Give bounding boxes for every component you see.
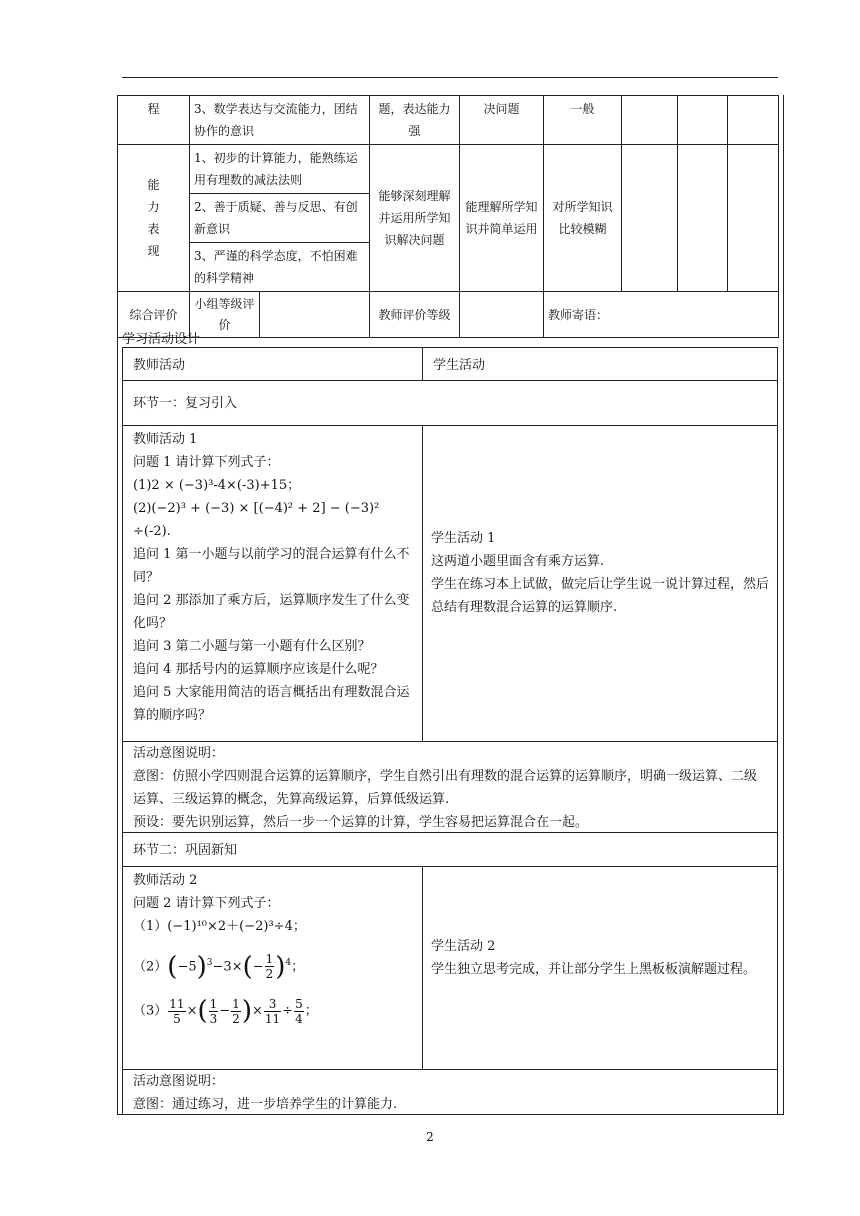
- step1-title: 环节一：复习引入: [122, 380, 778, 426]
- teacher-eval-label: 教师评价等级: [370, 292, 460, 338]
- exercise-3: （3） $\frac{11}{5}$ ×( $\frac{1}{3}$ − $\frac{1}{2}$ )× $\frac{3}{11}$ ÷ $\frac{5}{4}$ ；: [133, 996, 318, 1027]
- ability-item-3: 3、严谨的科学态度，不怕困难的科学精神: [194, 249, 358, 285]
- step1-preset-text: 预设：要先识别运算，然后一步一个运算的计算，学生容易把运算混合在一起。: [133, 815, 589, 830]
- teacher-comment-label: 教师寄语：: [544, 292, 779, 338]
- exercise-2: $(2)(-5)^3-3\times(-$ $\frac{1}{2}$ )$^4$；: [133, 951, 305, 982]
- step2-student-line-1: 学生独立思考完成，并让部分学生上黑板板演解题过程。: [431, 962, 757, 977]
- page-number: 2: [426, 1130, 434, 1144]
- process-level-a: 题，表达能力强: [370, 96, 460, 145]
- step1-intent-text: 意图：仿照小学四则混合运算的运算顺序，学生自然引出有理数的混合运算的运算顺序，明确一级运算、二级运算、三级运算的概念，先算高级运算，后算低级运算.: [133, 769, 758, 807]
- row-label-ability: 能 力 表 现: [118, 145, 190, 292]
- step2-student-cell: [422, 866, 778, 1070]
- step1-intent-title: 活动意图说明：: [133, 746, 225, 761]
- follow-up-2: 追问 2 那添加了乘方后，运算顺序发生了什么变化吗？: [133, 593, 410, 631]
- step1-teacher-cell: [122, 425, 423, 742]
- follow-up-1: 追问 1 第一小题与以前学习的混合运算有什么不同？: [133, 547, 410, 585]
- step2-title: 环节二：巩固新知: [122, 832, 778, 867]
- exercise-1: （1）(−1)¹⁰×2＋(−2)³÷4；: [133, 919, 306, 934]
- group-eval-label: 小组等级评价: [190, 292, 260, 337]
- step1-student-title: 学生活动 1: [431, 531, 496, 546]
- student-activity-header: 学生活动: [422, 347, 778, 381]
- process-item: 3、数学表达与交流能力，团结协作的意识: [190, 96, 370, 145]
- row-label-process: 程: [118, 96, 190, 145]
- step1-student-cell: [422, 425, 778, 742]
- expression-1: (1)2 × (−3)³-4×(-3)+15；: [133, 478, 301, 493]
- follow-up-3: 追问 3 第二小题与第一小题有什么区别？: [133, 639, 371, 654]
- section-title: 学习活动设计: [122, 332, 201, 347]
- process-level-b: 决问题: [460, 96, 544, 145]
- exercise-2-prefix: （2）: [133, 959, 168, 975]
- question-1: 问题 1 请计算下列式子：: [133, 455, 280, 470]
- step2-student-title: 学生活动 2: [431, 939, 496, 954]
- teacher-activity-header: 教师活动: [122, 347, 423, 381]
- step2-intent-title: 活动意图说明：: [133, 1074, 225, 1089]
- ability-level-b: 能理解所学知识并简单运用: [460, 145, 544, 292]
- ability-level-a: 能够深刻理解并运用所学知识解决问题: [370, 145, 460, 292]
- ability-level-c: 对所学知识比较模糊: [544, 145, 622, 292]
- header-rule: [122, 77, 778, 78]
- expression-2: (2)(−2)³ + (−3) × [(−4)² + 2] − (−3)² ÷(-2).: [133, 501, 380, 539]
- ability-item-1: 1、初步的计算能力，能熟练运用有理数的减法法则: [190, 145, 369, 194]
- process-level-c: 一般: [544, 96, 622, 145]
- step1-student-line-1: 这两道小题里面含有乘方运算.: [431, 554, 605, 569]
- summary-label: 综合评价: [118, 292, 190, 338]
- step2-teacher-cell: [122, 866, 423, 1070]
- step1-intent-cell: [122, 741, 778, 833]
- step1-student-line-2: 学生在练习本上试做，做完后让学生说一说计算过程，然后总结有理数混合运算的运算顺序.: [431, 577, 770, 615]
- exercise-3-prefix: （3）: [133, 1003, 168, 1019]
- question-2: 问题 2 请计算下列式子：: [133, 896, 280, 911]
- step1-teacher-title: 教师活动 1: [133, 432, 198, 447]
- follow-up-4: 追问 4 那括号内的运算顺序应该是什么呢？: [133, 662, 384, 677]
- ability-item-2: 2、善于质疑、善与反思、有创新意识: [190, 194, 369, 243]
- step2-intent-text: 意图：通过练习，进一步培养学生的计算能力.: [133, 1097, 398, 1112]
- follow-up-5: 追问 5 大家能用简洁的语言概括出有理数混合运算的顺序吗？: [133, 685, 410, 723]
- step2-intent-cell: [122, 1069, 778, 1115]
- step2-teacher-title: 教师活动 2: [133, 873, 198, 888]
